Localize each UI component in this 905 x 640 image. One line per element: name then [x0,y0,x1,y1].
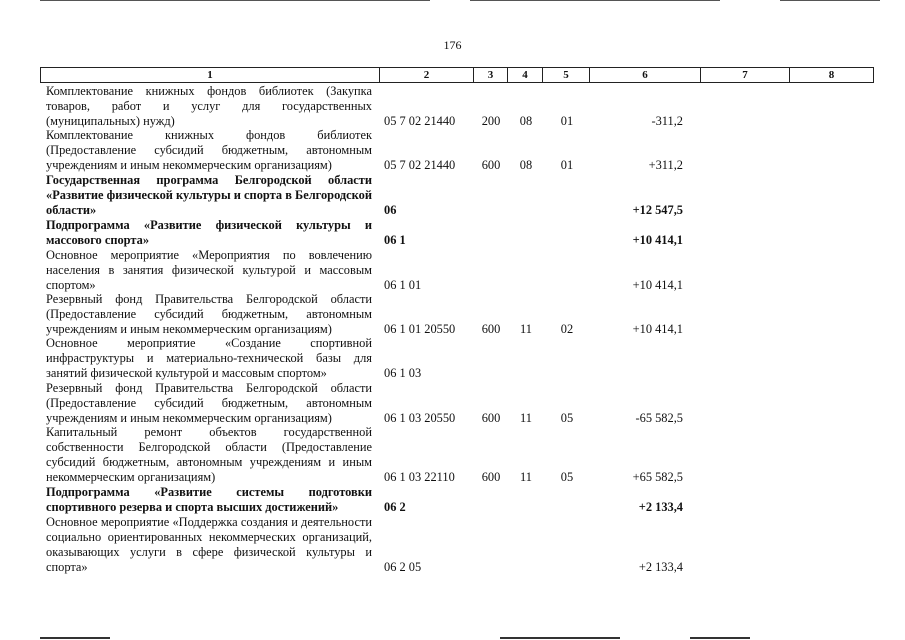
row-pr: 01 [560,114,574,128]
row-description: Государственная программа Белгородской области «Развитие физической культуры и спорта в Белгородской области» [46,173,372,217]
row-description: Подпрограмма «Развитие системы подготовки спортивного резерва и спорта высших достижений» [46,485,372,514]
row-pr: 05 [560,411,574,425]
row-sum: +2 133,4 [638,500,683,514]
row-description: Комплектование книжных фондов библиотек (Закупка товаров, работ и услуг для государственных (муниципальных) нужд) [46,84,372,128]
row-sum: +65 582,5 [632,470,683,484]
row-sum: +311,2 [648,158,683,172]
row-rz: 11 [520,470,532,484]
row-code: 06 1 03 [384,366,422,380]
header-col-3: 3 [487,69,494,81]
header-col-2: 2 [423,69,430,81]
bottom-rule-left [40,637,110,639]
row-pr: 02 [560,322,574,336]
page-number: 176 [443,38,462,52]
row-code: 06 1 01 [384,278,422,292]
header-col-5: 5 [563,69,569,81]
row-description: Основное мероприятие «Поддержка создания и деятельности социально ориентированных некоммерческих организаций, оказывающих услуги в сфере физической культуры и спорта» [46,515,372,574]
top-rule-right [780,0,880,1]
header-col-1: 1 [207,69,213,81]
row-code: 05 7 02 21440 [384,158,456,172]
row-description: Капитальный ремонт объектов государственной собственности Белгородской области (Предоставление субсидий бюджетным, автономным учреждениям и иным некоммерческим организациям) [46,425,372,484]
header-col-8: 8 [828,69,835,81]
row-code: 06 1 03 20550 [384,411,456,425]
row-description: Резервный фонд Правительства Белгородской области (Предоставление субсидий бюджетным, автономным учреждениям и иным некоммерческим организациям) [46,381,372,425]
row-vr: 600 [481,158,501,172]
row-code: 05 7 02 21440 [384,114,456,128]
row-code: 06 1 [384,233,406,247]
row-code: 06 2 05 [384,560,422,574]
row-rz: 11 [520,411,532,425]
row-pr: 05 [560,470,574,484]
header-col-4: 4 [522,69,528,81]
row-code: 06 1 01 20550 [384,322,456,336]
row-vr: 600 [481,322,501,336]
row-rz: 08 [519,114,533,128]
table-header [40,67,874,83]
bottom-rule-right [690,637,750,639]
row-vr: 600 [481,411,501,425]
row-description: Резервный фонд Правительства Белгородской области (Предоставление субсидий бюджетным, автономным учреждениям и иным некоммерческим организациям) [46,292,372,336]
top-rule-left [40,0,430,1]
row-sum: -65 582,5 [635,411,683,425]
row-description: Основное мероприятие «Создание спортивной инфраструктуры и материально-технической базы для занятий физической культурой и массовым спортом» [46,336,372,380]
top-rule-middle [470,0,720,1]
row-rz: 11 [520,322,532,336]
row-vr: 600 [481,470,501,484]
row-code: 06 [384,203,397,217]
row-vr: 200 [481,114,501,128]
row-sum: -311,2 [651,114,683,128]
row-pr: 01 [560,158,574,172]
row-description: Основное мероприятие «Мероприятия по вовлечению населения в занятия физической культурой и массовым спортом» [46,248,372,292]
row-description: Подпрограмма «Развитие физической культуры и массового спорта» [46,218,372,247]
row-rz: 08 [519,158,533,172]
row-code: 06 2 [384,500,406,514]
row-code: 06 1 03 22110 [384,470,455,484]
row-sum: +12 547,5 [632,203,683,217]
row-sum: +10 414,1 [632,278,683,292]
header-col-7: 7 [742,69,748,81]
row-sum: +2 133,4 [638,560,683,574]
row-description: Комплектование книжных фондов библиотек (Предоставление субсидий бюджетным, автономным учреждениям и иным некоммерческим организациям) [46,128,372,172]
header-col-6: 6 [642,69,648,81]
row-sum: +10 414,1 [632,233,683,247]
row-sum: +10 414,1 [632,322,683,336]
bottom-rule-middle [500,637,620,639]
